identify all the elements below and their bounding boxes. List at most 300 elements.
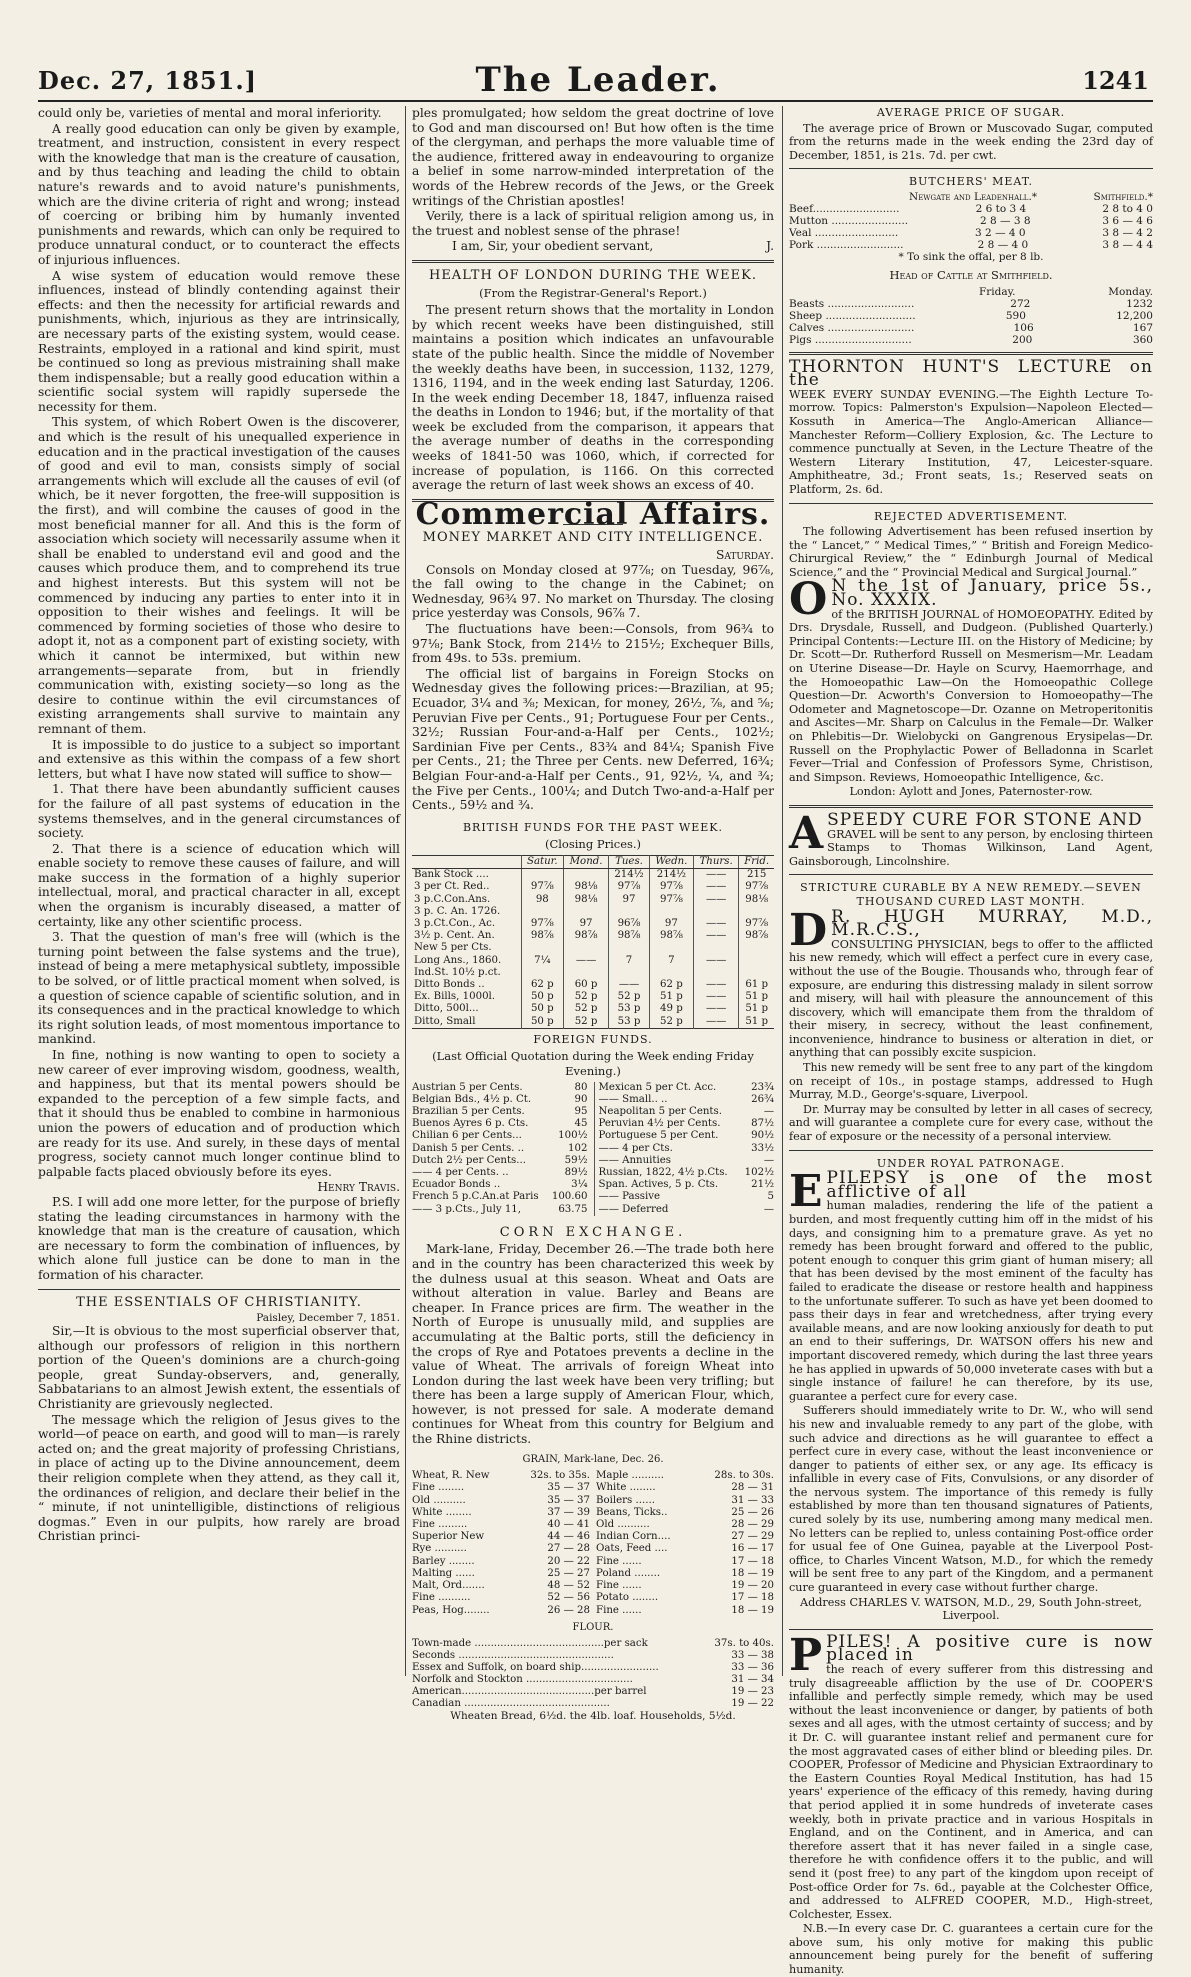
table-cell (739, 967, 774, 979)
drop-cap: A (789, 807, 824, 859)
page-number: 1241 (1082, 66, 1149, 95)
cattle-row (789, 334, 1153, 346)
table-cell: —— (693, 955, 739, 967)
advert-title: PILEPSY is one of the most afflictive of all (826, 1168, 1153, 1202)
table-cell: 3 p.Ct.Con., Ac. (412, 918, 521, 930)
foreign-funds-table (412, 1082, 774, 1216)
table-cell: 97⅞ (521, 881, 563, 893)
advert-title: N the 1st of January, price 5s., No. XXXIX. (831, 576, 1153, 611)
flour-row (412, 1650, 774, 1662)
fund-row (412, 1094, 588, 1106)
paragraph: The fluctuations have been:—Consols, from 96¾ to 97⅛; Bank Stock, from 214½ to 215½; Exchequer Bills, from 49s. to 53s. premium. (412, 622, 774, 666)
table-cell: 49 p (649, 1003, 693, 1015)
section-heading: UNDER ROYAL PATRONAGE. (876, 1156, 1066, 1170)
table-cell: 3 p. C. An. 1726. (412, 906, 521, 918)
row-label: Pigs ............................. (789, 333, 912, 346)
row-label: Span. Actives, 5 p. Cts. (598, 1179, 719, 1191)
bread-price: Wheaten Bread, 6½d. the 4lb. loaf. Households, 5½d. (450, 1710, 736, 1723)
row-label: Fine ...... (596, 1604, 642, 1616)
paragraph: The official list of bargains in Foreign Stocks on Wednesday gives the following prices:—Brazilian, at 95; Ecuador, 3¼ and ⅜; Mexican, for money, 26½, ⅞, and ⅝; Peruvian Five per Cents., 91; Portuguese Four per Cents., 32½; Russian Four-and-a-Half per Cents., 102½; Sardinian Five per Cents., 83¾ and 84¼; Spanish Five per Cents., 21; the Three per Cents. new Deferred, 16¾; Belgian Four-and-a-Half per Cents., 91, 92½, ¼, and ¾; the Five per Cents., 100¼; and Dutch Two-and-a-Half per Cents., 59½ and ¾. (412, 666, 774, 813)
british-funds-table (412, 855, 774, 1029)
paragraph: This new remedy will be sent free to any part of the kingdom on receipt of 10s., in postage stamps, addressed to Hugh Murray, M.D., George's-square, Liverpool. (789, 1061, 1153, 1102)
section-heading: HEALTH OF LONDON DURING THE WEEK. (428, 267, 757, 283)
table-cell: 214½ (649, 869, 693, 882)
table-cell: 62 p (521, 979, 563, 991)
table-cell: 51 p (745, 1003, 769, 1015)
paragraph: The present return shows that the mortality in London by which recent weeks have been distinguished, still maintains a position which indicates an unfavourable state of the public health. Since the middle of November the weekly deaths have been, in succession, 1132, 1279, 1316, 1194, and in the week ending last Saturday, 1206. In the week ending December 18, 1847, influenza raised the deaths in London to 1946; but, if the mortality of that week be excluded from the comparison, it appears that the average number of deaths in the corresponding weeks of 1841-50 was 1060, which, if corrected for increase of population, is 1166. On this corrected average the return of last week shows an excess of 40. (412, 303, 774, 493)
paragraph: Mark-lane, Friday, December 26.—The trade both here and in the country has been characterized this week by the dulness usual at this season. Wheat and Oats are without alteration in value. Barley and Beans are cheaper. In France prices are firm. The weather in the North of Europe is unusually mild, and supplies are accumulating at the Baltic ports, still the deficiency in the crops of Rye and Potatoes prevents a decline in the value of Wheat. The arrivals of foreign Wheat into London during the last week have been very trifling; but there has been a large supply of American Flour, which, however, is not pressed for sale. A moderate demand continues for Wheat from this country for Belgium and the Rhine districts. (412, 1242, 774, 1447)
paragraph: P.S. I will add one more letter, for the purpose of briefly stating the leading circumstances in harmony with the knowledge that man is the creature of causation, which are necessary to form the combination of influences, by which alone full justice can be done to man in the formation of his character. (38, 1194, 400, 1282)
table-cell: 61 p (745, 978, 769, 990)
table-cell: —— (693, 918, 739, 930)
row-value: 3 6 — 4 6 (1102, 214, 1153, 227)
row-label: Boilers ...... (596, 1494, 655, 1506)
table-cell: 50 p (521, 1003, 563, 1015)
table-cell (739, 906, 774, 918)
row-label: Portuguese 5 per Cent. (598, 1130, 719, 1142)
row-value: 63.75 (558, 1203, 588, 1215)
row-label: Beans, Ticks.. (596, 1506, 668, 1518)
grain-row (596, 1605, 774, 1617)
issue-date: Dec. 27, 1851.] (38, 66, 258, 95)
table-cell (649, 906, 693, 918)
row-label: Ecuador Bonds .. (412, 1179, 501, 1191)
table-cell: 7¼ (521, 955, 563, 967)
row-value: 102½ (744, 1166, 774, 1178)
table-cell: Long Ans., 1860. (412, 955, 521, 967)
row-label: Rye .......... (412, 1543, 467, 1555)
row-value: 33 — 36 (731, 1662, 774, 1674)
table-subheading: (Last Official Quotation during the Week ending Friday Evening.) (432, 1049, 754, 1078)
table-cell: 97 (564, 918, 609, 930)
row-label: Brazilian 5 per Cents. (412, 1105, 525, 1117)
table-cell (693, 967, 739, 979)
row-value: 90 (574, 1093, 588, 1105)
paragraph: N.B.—In every case Dr. C. guarantees a certain cure for the above sum, his only motive for making this public announcement being purely for the benefit of suffering humanity. (789, 1922, 1153, 1977)
section-heading: REJECTED ADVERTISEMENT. (874, 509, 1068, 523)
table-cell: New 5 per Cts. (412, 942, 521, 954)
advert-body: of the BRITISH JOURNAL of HOMOEOPATHY. Edited by Drs. Drysdale, Russell, and Dudgeon. (Published Quarterly.) Principal Contents:—Lecture III. on the History of Medicine; by Dr. Scott—Dr. Rutherford Russell on Mesmerism—Mr. Leadam on Uterine Disease—Dr. Hayle on Scurvy, Haemorrhage, and the Homoeopathic Law—On the Homoeopathic College Question—Dr. Acworth's Conversion to Homoeopathy—The Odometer and Magnetoscope—Dr. Ozanne on Metroperitonitis and Ascites—Mr. Sharp on Calculus in the Female—Dr. Walker on Phlebitis—Dr. Wielobycki on Gangrenous Erysipelas—Dr. Russell on the Prophylactic Power of Belladonna in Scarlet Fever—Trial and Confession of Professors Syme, Christison, and Simpson. Reviews, Homoeopathic Intelligence, &c. (789, 607, 1153, 784)
table-cell (693, 942, 739, 954)
row-value: 360 (1132, 333, 1153, 346)
row-label: Poland ........ (596, 1567, 661, 1579)
column-header: Thurs. (693, 855, 739, 868)
table-cell (564, 906, 609, 918)
paragraph: Consols on Monday closed at 97⅞; on Tuesday, 96⅞, the fall owing to the change in the Cabinet; on Wednesday, 96¾ 97. No market on Thursday. The closing price yesterday was Consols, 96⅞ 7. (412, 562, 774, 621)
grain-row (412, 1470, 590, 1482)
table-heading: Head of Cattle at Smithfield. (889, 267, 1053, 282)
fund-row (412, 1143, 588, 1155)
meat-row (789, 227, 1153, 239)
table-cell (739, 942, 774, 954)
table-cell: Ditto, 500l... (412, 1003, 521, 1015)
flour-row (412, 1698, 774, 1710)
table-cell: —— (693, 930, 739, 942)
table-cell: 60 p (564, 979, 609, 991)
row-label: Town-made ........................................per sack (412, 1638, 648, 1650)
paragraph: The message which the religion of Jesus gives to the world—of peace on earth, and good will to man—is rarely acted on; and the great majority of professing Christians, in place of acting up to the Divine announcement, deem their religion complete when they attend, as they call it, the ordinances of religion, and declare their belief in the “ minute, if not unintelligible, distinctions of religious dogmas.” Even in our pulpits, how rarely are broad Christian princi- (38, 1412, 400, 1544)
table-cell (521, 942, 563, 954)
row-value: 59½ (564, 1154, 588, 1166)
fund-row (599, 1204, 775, 1216)
row-label: Fine ...... (596, 1580, 642, 1592)
table-row (412, 894, 774, 906)
table-cell: 98⅛ (564, 894, 609, 906)
section-heading: AVERAGE PRICE OF SUGAR. (876, 106, 1066, 119)
flour-row (412, 1638, 774, 1650)
column-header: Newgate and Leadenhall.* (909, 190, 1038, 203)
drop-cap: P (789, 1629, 823, 1681)
fund-row (412, 1082, 588, 1094)
row-value: 33½ (751, 1142, 774, 1154)
advert-piles (789, 1629, 1153, 1977)
divider (789, 168, 1153, 169)
table-cell: 98⅞ (649, 930, 693, 942)
table-cell (564, 967, 609, 979)
flour-row (412, 1686, 774, 1698)
table-cell: 97⅞ (745, 917, 769, 929)
table-cell: 97 (609, 894, 650, 906)
row-value: 35 — 37 (547, 1494, 590, 1506)
row-label: Seconds ................................................ (412, 1650, 614, 1662)
table-cell (521, 967, 563, 979)
row-value: 21½ (751, 1179, 774, 1191)
row-value: 19 — 23 (731, 1686, 774, 1698)
grain-row (412, 1580, 590, 1592)
grain-row (596, 1580, 774, 1592)
grain-row (412, 1556, 590, 1568)
row-label: Norfolk and Stockton ................................. (412, 1674, 633, 1686)
advert-body: WEEK EVERY SUNDAY EVENING.—The Eighth Lecture To-morrow. Topics: Palmerston's Expulsion—Napoleon Elected—Kossuth in America—The Anglo-American Alliance—Manchester Reform—Colliery Explosion, &c. The Lecture to commence punctually at Seven, in the Lecture Theatre of the Western Literary Institution, 47, Leicester-square. Amphitheatre, 3d.; Front seats, 1s.; Reserved seats on Platform, 2s. 6d. (789, 387, 1153, 496)
table-cell: 97⅞ (649, 881, 693, 893)
table-cell: —— (693, 991, 739, 1003)
row-value: 90½ (751, 1130, 774, 1142)
row-value: 32s. to 35s. (530, 1470, 590, 1482)
grain-row (412, 1495, 590, 1507)
row-value: 95 (574, 1105, 588, 1117)
table-cell (609, 942, 650, 954)
fund-row (412, 1155, 588, 1167)
table-cell: 62 p (649, 979, 693, 991)
grain-row (596, 1507, 774, 1519)
grain-row (412, 1592, 590, 1604)
fund-row (599, 1179, 775, 1191)
table-cell: 50 p (521, 991, 563, 1003)
paragraph: Verily, there is a lack of spiritual religion among us, in the truest and noblest sense of the phrase! (412, 209, 774, 238)
fund-row (599, 1143, 775, 1155)
row-label: White ........ (596, 1482, 656, 1494)
advert-body: the reach of every sufferer from this distressing and truly disagreeable affliction by the use of Dr. COOPER'S infallible and perfectly simple remedy, which may be used without the least inconvenience or danger, by patients of both sexes and all ages, with the utmost certainty of success; and by it Dr. C. will guarantee instant relief and permanent cure for the most aggravated cases of either blind or bleeding piles. Dr. COOPER, Professor of Medicine and Physician Extraordinary to the Eastern Counties Royal Medical Institution, has had 15 years' experience of the efficacy of this remedy, having during that period applied it in some hundreds of inveterate cases weekly, both in private practice and in various Hospitals in England, and on the Continent, and in America, and can therefore assert that it has never failed in a single case, therefore he with confidence offers it to the public, and will send it (post free) to any part of the kingdom upon receipt of Post-office Order for 7s. 6d., payable at the Colchester Office, and addressed to ALFRED COOPER, M.D., High-street, Colchester, Essex. (789, 1663, 1153, 1921)
row-value: 19 — 22 (731, 1698, 774, 1710)
paragraph: This system, of which Robert Owen is the discoverer, and which is the result of his unequalled experience in education and in the practical investigation of the causes of good and evil to man, consists simply of social arrangements which will exclude all the causes of evil (of which, be it never forgotten, the free-will supposition is the first), and will combine the causes of good in the most beneficial manner for all. And this is the form of association which society will necessarily assume when it shall be enabled to understand evil and good and the causes which produce them, and to comprehend its true and highest interests. But this system will not be commenced by inducing any parties to enter into it in opposition to their wishes and feelings. It will be commenced by forming societies of those who desire to adopt it, not as a component part of existing society, with which it cannot be intermixed, but within new arrangements—separate from, but in friendly communication with, existing society—so long as the desire to continue within the evil circumstances of existing arrangements shall survive to maintain any remnant of them. (38, 415, 400, 736)
table-cell: 98⅞ (564, 930, 609, 942)
table-cell: —— (693, 1003, 739, 1015)
advert-body: CONSULTING PHYSICIAN, begs to offer to the afflicted his new remedy, which will effect a perfect cure in every case, without the use of the Bougie. Thousands who, through fear of exposure, are enduring this distressing malady in silent sorrow and misery, will hail with pleasure the announcement of this discovery, which will emancipate them from the thraldom of their misery, in secrecy, without the least confinement, inconvenience, hindrance to business or alteration in diet, or anything that can possibly excite suspicion. (789, 937, 1153, 1060)
table-row (412, 918, 774, 930)
grain-row (596, 1568, 774, 1580)
paragraph: could only be, varieties of mental and moral inferiority. (38, 106, 382, 120)
column-header: Mond. (564, 855, 609, 868)
row-value: 272 (1010, 297, 1031, 310)
advert-address: Address CHARLES V. WATSON, M.D., 29, South John-street, Liverpool. (800, 1595, 1142, 1623)
table-heading: FLOUR. (572, 1621, 614, 1633)
table-cell: —— (564, 955, 609, 967)
row-value: 2 8 — 3 8 (979, 214, 1031, 227)
paragraph: 2. That there is a science of education which will enable society to remove these causes of failure, and will make success in the formation of a highly superior intellectual, moral, and practical character in all, except when the organism is incurably diseased, a matter of certainty, like any other scientific process. (38, 841, 400, 929)
table-row (412, 906, 774, 918)
row-label: Pork .......................... (789, 238, 904, 251)
table-cell: —— (693, 869, 739, 882)
grain-row (412, 1605, 590, 1617)
paragraph: Sufferers should immediately write to Dr. W., who will send his new and invaluable remedy to any part of the globe, with such advice and directions as he will guarantee to effect a perfect cure in every case, without the least inconvenience or danger to patients of either sex, or any age. Its efficacy is infallible in every case of Fits, Convulsions, or any disorder of the nervous system. The importance of this remedy is fully established by more than ten thousand signatures of Patients, cured solely by its use, numbering among many medical men. No letters can be replied to, unless containing Post-office order for usual fee of One Guinea, payable at the Liverpool Post-office, to Charles Vincent Watson, M.D., for which the remedy will be sent free to any part of the Kingdom, and a permanent cure guaranteed in every case without further charge. (789, 1404, 1153, 1595)
table-cell: —— (693, 979, 739, 991)
cattle-row (789, 322, 1153, 334)
row-label: Dutch 2½ per Cents... (412, 1154, 527, 1166)
divider (38, 1289, 400, 1290)
meat-row (789, 215, 1153, 227)
table-cell: 52 p (564, 1016, 609, 1029)
row-label: Russian, 1822, 4½ p.Cts. (598, 1166, 728, 1178)
table-cell: 52 p (609, 991, 650, 1003)
paragraph: ples promulgated; how seldom the great doctrine of love to God and man discoursed on! But how often is the time of the clergyman, and perhaps the more valuable time of the audience, frittered away in endeavouring to organize a belief in some narrow-minded interpretation of the words of the Hebrew records of the Jews, or the Greek writings of the Christian apostles! (412, 106, 774, 208)
paragraph: A wise system of education would remove these influences, instead of blindly contending against their effects: and then the necessity for artificial rewards and punishments, which, injurious as they are intrinsically, are necessary parts of the existing system, would cease. Restraints, employed in a rational and kind spirit, must be continued so long as previous mistraining shall make them indispensable; but a really good education within a scientific social system will rapidly supersede the necessity for them. (38, 268, 400, 414)
advert-homoeopathy (789, 574, 1153, 799)
table-cell: Ex. Bills, 1000l. (412, 991, 521, 1003)
row-value: 3 8 — 4 4 (1102, 238, 1153, 251)
table-cell: 97⅞ (745, 881, 769, 893)
row-value: 27 — 28 (547, 1543, 590, 1555)
meat-row (789, 239, 1153, 251)
meat-row (789, 203, 1153, 215)
table-cell: 97 (649, 918, 693, 930)
table-cell: 51 p (745, 991, 769, 1003)
row-value: 26¾ (751, 1093, 774, 1105)
row-label: Danish 5 per Cents. .. (412, 1142, 525, 1154)
table-cell: 3 per Ct. Red.. (412, 881, 521, 893)
table-cell: Ind.St. 10½ p.ct. (412, 967, 521, 979)
section-subheading: (From the Registrar-General's Report.) (479, 285, 707, 300)
column-1 (38, 106, 400, 1676)
row-label: —— 3 p.Cts., July 11, (412, 1203, 522, 1215)
grain-row (412, 1519, 590, 1531)
advert-title: SPEEDY CURE FOR STONE AND (827, 809, 1143, 830)
table-cell (649, 967, 693, 979)
fund-row (412, 1204, 588, 1216)
table-cell: 214½ (609, 869, 650, 882)
section-heading: MONEY MARKET AND CITY INTELLIGENCE. (422, 530, 764, 546)
row-label: Belgian Bds., 4½ p. Ct. (412, 1093, 532, 1105)
row-label: Peruvian 4½ per Cents. (598, 1118, 721, 1130)
grain-row (412, 1543, 590, 1555)
row-value: 35 — 37 (547, 1482, 590, 1494)
row-value: — (763, 1105, 774, 1117)
grain-row (596, 1519, 774, 1531)
advert-title: R. HUGH MURRAY, M.D., M.R.C.S., (831, 906, 1153, 941)
row-label: Sheep ........................... (789, 309, 916, 322)
row-label: Beef.......................... (789, 202, 900, 215)
table-cell: —— (693, 894, 739, 906)
row-value: 27 — 29 (731, 1531, 774, 1543)
row-label: American.........................................per barrel (412, 1686, 647, 1698)
fund-row (599, 1106, 775, 1118)
letter-signoff (412, 239, 774, 254)
row-value: 2 8 to 4 0 (1102, 202, 1153, 215)
row-value: 100.60 (551, 1191, 588, 1203)
paragraph: The following Advertisement has been refused insertion by the “ Lancet,” “ Medical Times,” “ British and Foreign Medico-Chirurgical Review,” the “ Edinburgh Journal of Medical Science,” and the “ Provincial Medical and Surgical Journal.” (789, 525, 1153, 579)
grain-row (596, 1592, 774, 1604)
row-label: Peas, Hog........ (412, 1604, 490, 1616)
row-label: Maple .......... (596, 1470, 664, 1482)
table-cell: 53 p (609, 1016, 650, 1029)
table-row (412, 967, 774, 979)
table-cell (609, 906, 650, 918)
row-label: Malt, Ord....... (412, 1580, 485, 1592)
table-cell: 97⅞ (609, 881, 650, 893)
row-label: Mutton ....................... (789, 214, 909, 227)
table-cell: Ditto Bonds .. (412, 979, 521, 991)
table-cell: 98⅞ (745, 930, 769, 942)
table-row (412, 942, 774, 954)
table-cell (693, 906, 739, 918)
row-label: —— Passive (598, 1191, 661, 1203)
table-row (412, 1016, 774, 1029)
row-label: —— Deferred (598, 1203, 669, 1215)
table-row (412, 991, 774, 1003)
grain-row (596, 1482, 774, 1494)
row-label: Fine ........ (412, 1482, 465, 1494)
column-header (412, 855, 521, 868)
signature: Henry Travis. (317, 1180, 400, 1195)
fund-row (599, 1082, 775, 1094)
table-heading: FOREIGN FUNDS. (533, 1032, 653, 1046)
grain-row (412, 1482, 590, 1494)
row-value: 25 — 26 (731, 1506, 774, 1518)
fund-row (412, 1130, 588, 1142)
row-value: 16 — 17 (731, 1543, 774, 1555)
divider (789, 805, 1153, 808)
row-label: Canadian ............................................. (412, 1698, 610, 1710)
row-label: Old .......... (596, 1519, 650, 1531)
row-label: —— Annuities (598, 1154, 672, 1166)
row-value: 5 (767, 1191, 774, 1203)
table-heading: BRITISH FUNDS FOR THE PAST WEEK. (462, 820, 724, 834)
paragraph: Sir,—It is obvious to the most superficial observer that, although our professors of religion in this northern portion of the Queen's dominions are a church-going people, great Sunday-observers, and, generally, Sabbatarians to an almost Jewish extent, the essentials of Christianity are grievously neglected. (38, 1324, 400, 1412)
publisher: London: Aylott and Jones, Paternoster-row. (849, 785, 1093, 799)
fund-row (412, 1118, 588, 1130)
fund-row (599, 1094, 775, 1106)
row-value: 40 — 41 (547, 1519, 590, 1531)
table-cell (521, 869, 563, 882)
row-label: —— 4 per Cts. (598, 1142, 673, 1154)
drop-cap: D (789, 904, 828, 956)
drop-cap: O (789, 574, 828, 626)
column-header: Wedn. (649, 855, 693, 868)
row-value: 18 — 19 (731, 1604, 774, 1616)
row-value: 12,200 (1116, 309, 1153, 322)
column-header: Monday. (1108, 285, 1153, 298)
row-label: White ........ (412, 1506, 472, 1518)
table-cell: 98⅞ (609, 930, 650, 942)
fund-row (412, 1179, 588, 1191)
table-cell (739, 955, 774, 967)
signoff-text: I am, Sir, your obedient servant, (452, 239, 654, 254)
divider (789, 1629, 1153, 1630)
row-label: Old .......... (412, 1494, 466, 1506)
table-row (412, 869, 774, 882)
flour-table (412, 1638, 774, 1710)
grain-row (412, 1531, 590, 1543)
cattle-row (789, 310, 1153, 322)
row-value: 33 — 38 (731, 1650, 774, 1662)
table-cell: Ditto, Small (412, 1016, 521, 1029)
row-value: 19 — 20 (731, 1580, 774, 1592)
paragraph: The average price of Brown or Muscovado Sugar, computed from the returns made in the week ending the 23rd day of December, 1851, is 21s. 7d. per cwt. (789, 121, 1153, 162)
section-heading: THE ESSENTIALS OF CHRISTIANITY. (76, 1294, 362, 1310)
row-value: 37s. to 40s. (714, 1638, 774, 1650)
grain-table (412, 1470, 774, 1616)
fund-row (599, 1118, 775, 1130)
table-cell: Bank Stock .... (412, 869, 521, 882)
advert-body: human maladies, rendering the life of the patient a burden, and most frequently cutting him off in the midst of his days, and consigning him to a premature grave. As yet no remedy has been brought forward and offered to the public, potent enough to conquer this grim giant of human misery; all that has been devised by the most eminent of the faculty has failed to eradicate the disease or restore health and happiness to the unfortunate sufferer. To such as have yet been doomed to pass their days in fear and wretchedness, after trying every available means, and are now looking anxiously for death to put an end to their sufferings, Dr. WATSON offers his new and important discovered remedy, which during the last three years he has applied in upwards of 50,000 inveterate cases with but a single instance of failure! he can therefore, by its use, guarantee a perfect cure for every case. (789, 1199, 1153, 1403)
row-value: 102 (568, 1142, 588, 1154)
grain-row (596, 1470, 774, 1482)
row-label: Calves .......................... (789, 321, 915, 334)
row-value: — (763, 1154, 774, 1166)
table-row (412, 930, 774, 942)
row-value: 167 (1132, 321, 1153, 334)
paragraph: A really good education can only be given by example, treatment, and instruction, consistent in every respect with the knowledge that man is the creature of causation, and by thus teaching and leading the child to obtain nature's rewards and to avoid nature's punishments, which are the divine criteria of right and wrong; instead of coercing or bribing him by humanly invented punishments and rewards, which can only be required to produce unnatural conduct, or to counteract the effects of injurious influences. (38, 121, 400, 267)
row-value: 80 (574, 1081, 588, 1093)
table-cell: —— (693, 1016, 739, 1029)
row-label: Buenos Ayres 6 p. Cts. (412, 1118, 529, 1130)
meat-table (789, 203, 1153, 251)
row-label: —— Small.. .. (598, 1093, 668, 1105)
drop-cap: E (789, 1166, 823, 1218)
table-row (412, 1003, 774, 1015)
table-row (412, 955, 774, 967)
table-row (412, 881, 774, 893)
row-value: 18 — 19 (731, 1567, 774, 1579)
table-cell (564, 942, 609, 954)
flour-row (412, 1674, 774, 1686)
advert-murray (789, 904, 1153, 1144)
table-cell: 51 p (649, 991, 693, 1003)
row-label: Barley ........ (412, 1555, 475, 1567)
table-cell: 52 p (564, 991, 609, 1003)
row-label: Potato ........ (596, 1592, 659, 1604)
row-value: 17 — 18 (731, 1592, 774, 1604)
row-label: Wheat, R. New (412, 1470, 490, 1482)
row-value: 3 2 — 4 0 (975, 226, 1026, 239)
table-cell: 52 p (564, 1003, 609, 1015)
grain-row (412, 1568, 590, 1580)
row-value: 23¾ (751, 1081, 774, 1093)
column-header: Frid. (739, 855, 774, 868)
row-value: 28 — 29 (731, 1519, 774, 1531)
row-value: 200 (1012, 333, 1033, 346)
table-subheading: (Closing Prices.) (544, 837, 642, 852)
paragraph: Dr. Murray may be consulted by letter in all cases of secrecy, and will guarantee a complete cure for every case, without the fear of exposure or the necessity of a personal interview. (789, 1102, 1153, 1144)
fund-row (412, 1191, 588, 1203)
section-banner: Commercial Affairs. (415, 496, 771, 532)
row-value: 28 — 31 (731, 1482, 774, 1494)
row-label: Indian Corn.... (596, 1531, 671, 1543)
row-value: 1232 (1126, 297, 1153, 310)
row-value: 3 8 — 4 2 (1102, 226, 1153, 239)
row-label: Beasts .......................... (789, 297, 915, 310)
fund-row (412, 1106, 588, 1118)
row-value: 48 — 52 (547, 1580, 590, 1592)
